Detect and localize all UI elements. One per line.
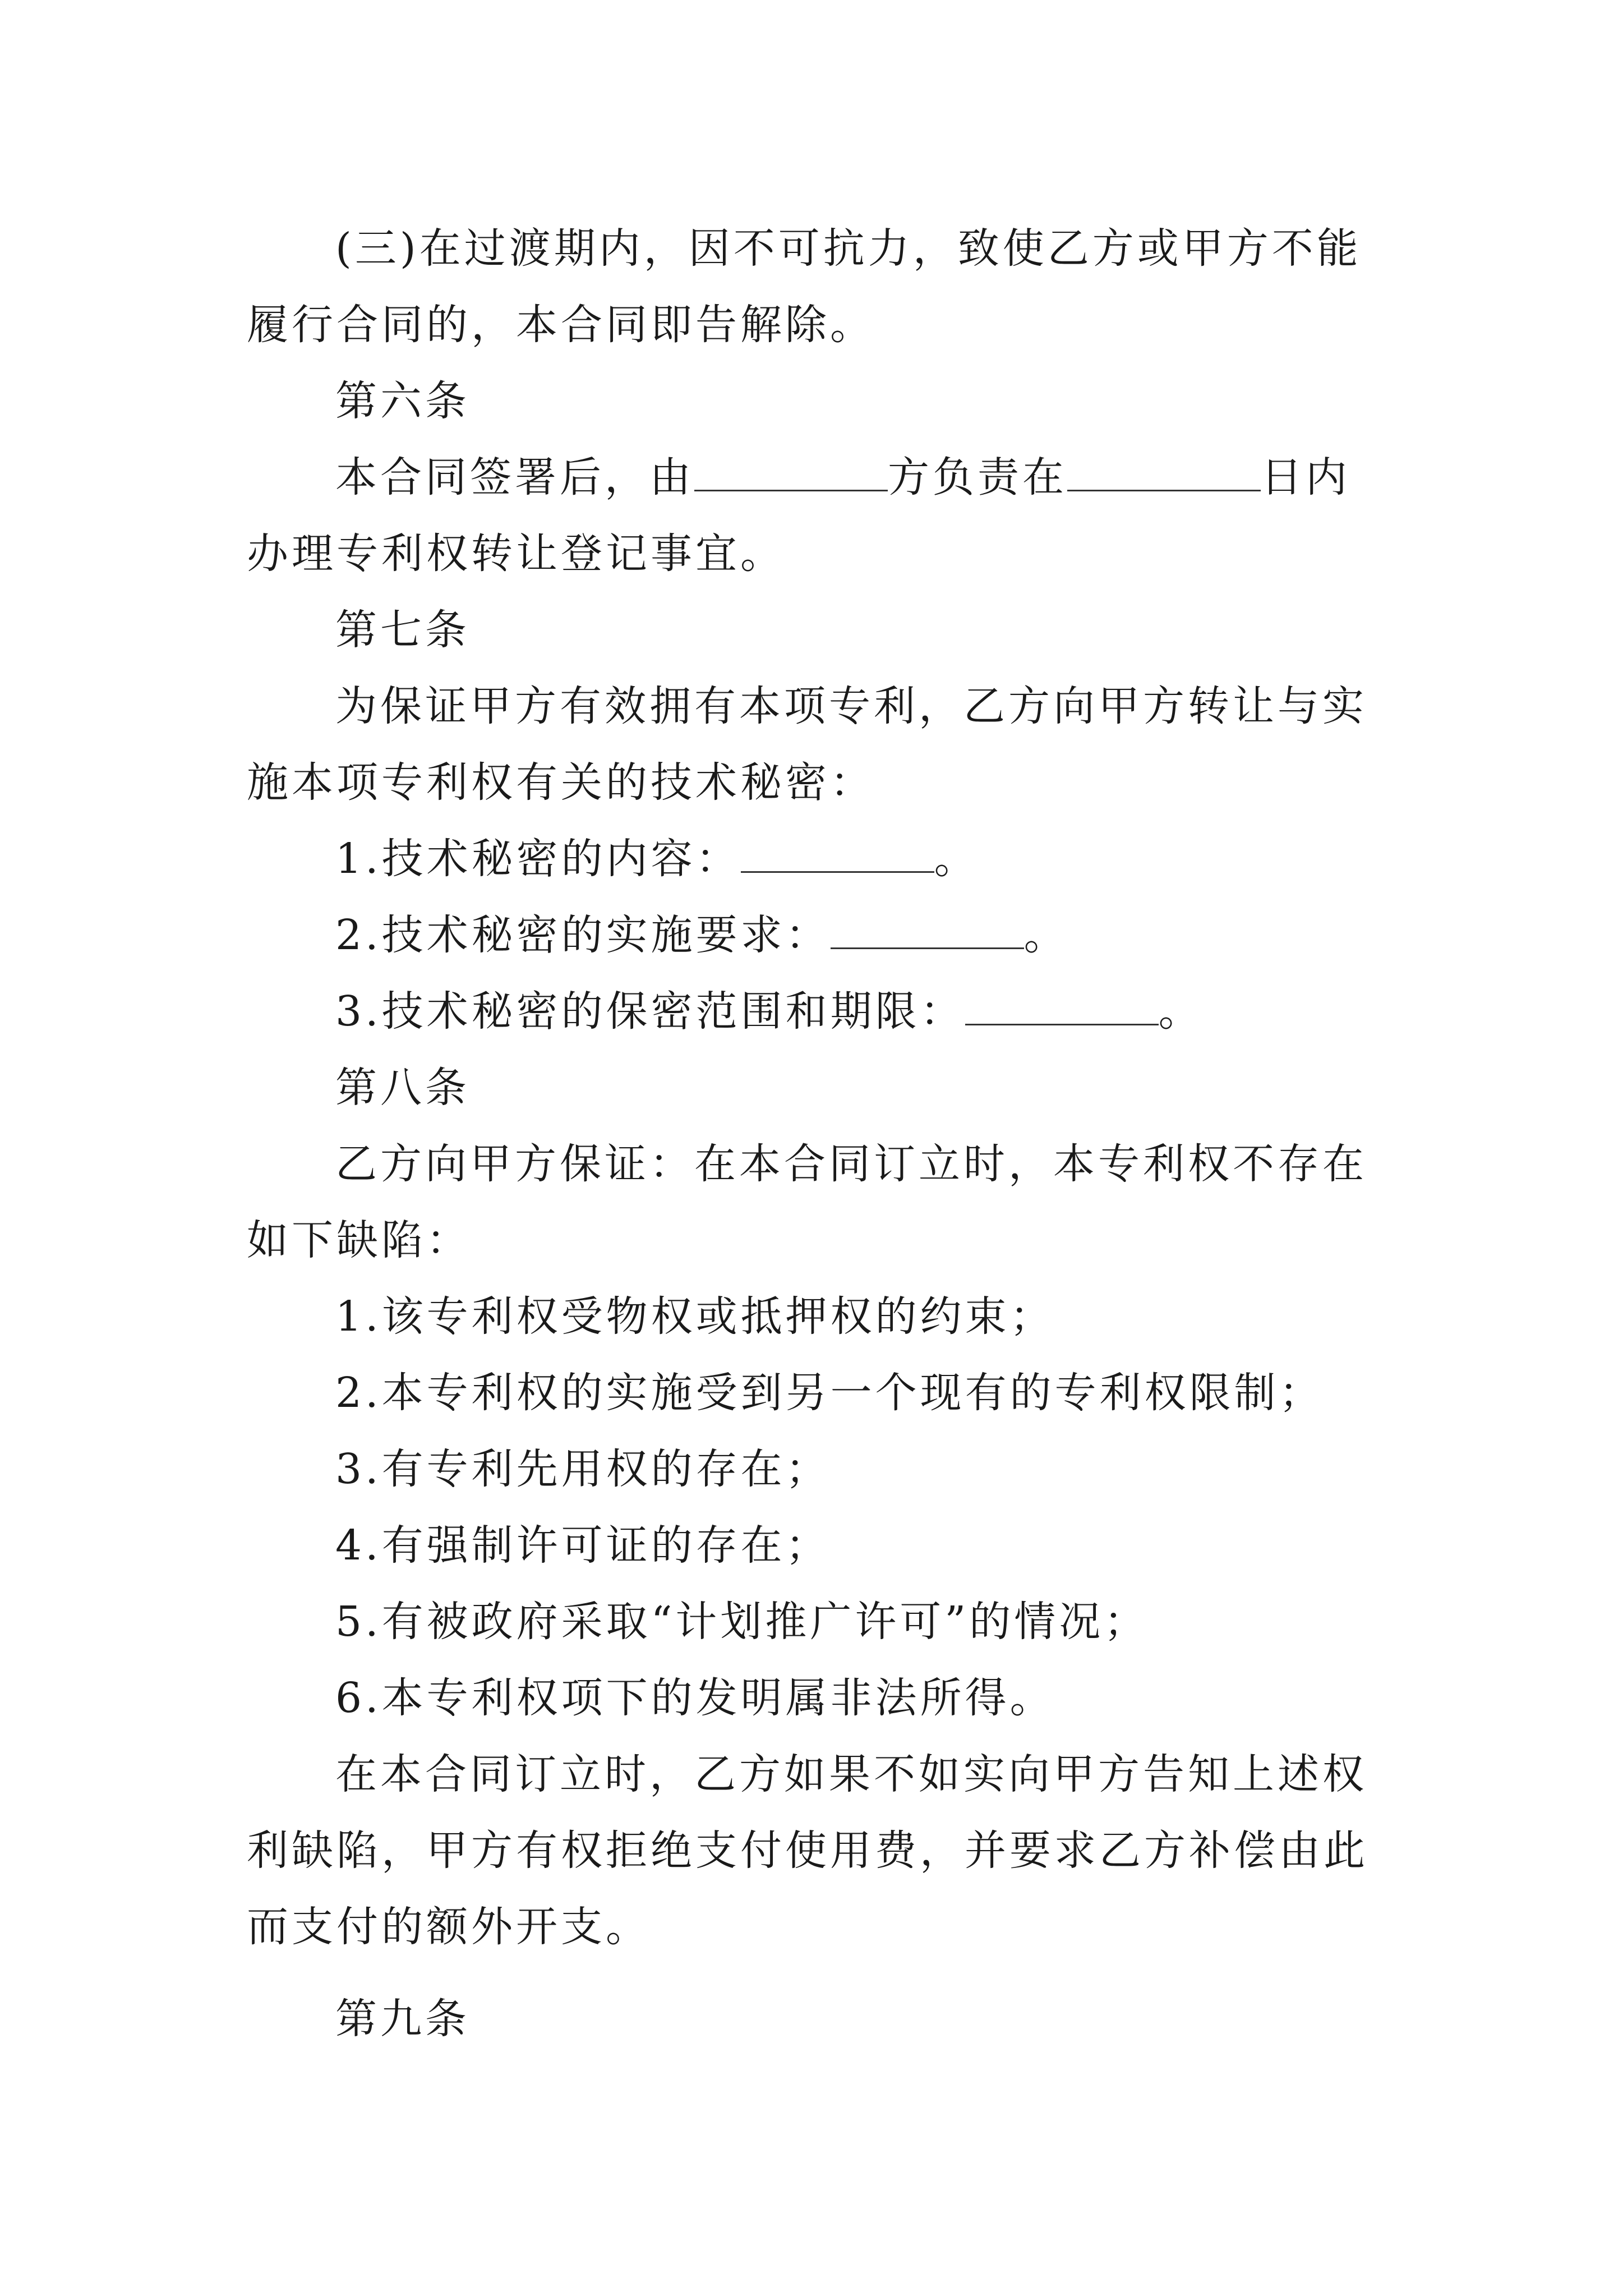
article-7-heading: 第七条 (335, 606, 470, 654)
blank-implementation-field (831, 912, 1024, 949)
blank-days-field (1067, 454, 1261, 491)
article-8-heading: 第八条 (335, 1064, 470, 1112)
article-8-item-2: 2.本专利权的实施受到另一个现有的专利权限制； (335, 1369, 1324, 1417)
article-9-heading: 第九条 (335, 1995, 470, 2043)
article-8-item-4: 4.有强制许可证的存在； (335, 1521, 831, 1570)
article-7-item-1 (247, 821, 1388, 897)
blank-scope-field (965, 988, 1159, 1025)
article-6-text-3: 日内办理专利权转让登记事宜。 (247, 453, 1350, 578)
article-8-item-1: 1.该专利权受物权或抵押权的约束； (335, 1292, 1055, 1341)
article-8-closing: 在本合同订立时，乙方如果不如实向甲方告知上述权利缺陷，甲方有权拒绝支付使用费，并要求乙方补偿由此而支付的额外开支。 (247, 1750, 1368, 1951)
article-6-heading: 第六条 (335, 377, 470, 425)
article-7-item-2 (247, 897, 1388, 973)
item-label: 1.技术秘密的内容： (335, 835, 741, 883)
article-8-item-6: 6.本专利权项下的发明属非法所得。 (335, 1674, 1055, 1722)
item-label: 3.技术秘密的保密范围和期限： (335, 987, 965, 1036)
item-period: 。 (1158, 987, 1204, 1036)
paragraph-force-majeure: (三)在过渡期内，因不可抗力，致使乙方或甲方不能履行合同的，本合同即告解除。 (247, 224, 1362, 349)
blank-party-field (694, 454, 888, 491)
article-7-body: 为保证甲方有效拥有本项专利，乙方向甲方转让与实施本项专利权有关的技术秘密： (247, 682, 1367, 807)
item-label: 2.技术秘密的实施要求： (335, 911, 831, 959)
article-8-body: 乙方向甲方保证：在本合同订立时，本专利权不存在如下缺陷： (247, 1140, 1367, 1264)
article-6-text-1: 本合同签署后，由 (335, 453, 694, 501)
article-7-item-3 (247, 973, 1388, 1050)
blank-secret-content-field (741, 835, 934, 873)
item-period: 。 (1023, 911, 1069, 959)
article-6-text-2: 方负责在 (888, 453, 1067, 501)
article-6-body (247, 439, 1388, 592)
article-8-item-5: 5.有被政府采取“计划推广许可”的情况； (335, 1598, 1149, 1646)
article-8-item-3: 3.有专利先用权的存在； (335, 1445, 831, 1493)
document-body (247, 210, 1388, 2057)
item-period: 。 (934, 835, 979, 883)
